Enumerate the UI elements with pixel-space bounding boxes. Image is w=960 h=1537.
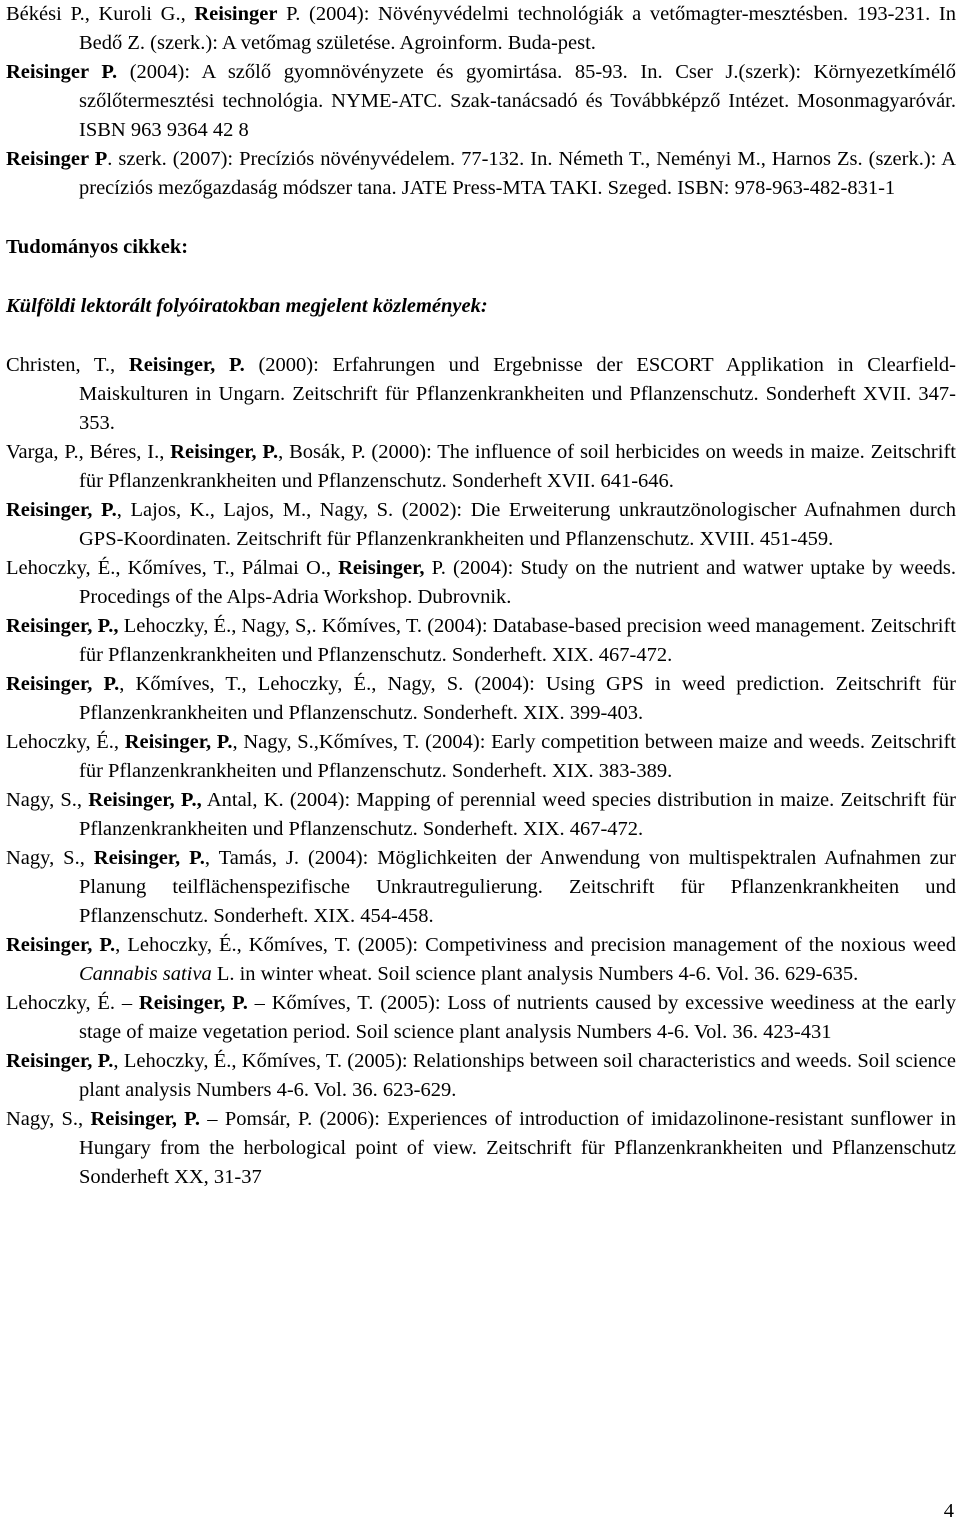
article-entry xyxy=(6,844,956,931)
citation-text-run: L. in winter wheat. Soil science plant analysis Numbers 4-6. Vol. 36. 629-635. xyxy=(211,963,859,985)
citation-text-run: , Lehoczky, É., Kőmíves, T. (2005): Relationships between soil characteristics and weeds. Soil science plant analysis Numbers 4-6. Vol. 36. 623-629. xyxy=(79,1050,956,1101)
citation-text-run: Christen, T., xyxy=(6,354,129,376)
book-chapter-entry xyxy=(6,145,956,203)
citation-text-run: Nagy, S., xyxy=(6,789,89,811)
citation-text-run: Reisinger, P. xyxy=(6,1050,114,1072)
citation-text-run: (2004): A szőlő gyomnövényzete és gyomirtása. 85-93. In. Cser J.(szerk): Környezetkímélő szőlőtermesztési technológia. NYME-ATC. Szak-tanácsadó és Továbbképző Intézet. Mosonmagyaróvár. ISBN 963 9364 42 8 xyxy=(79,61,956,141)
citation-text-run: Reisinger P xyxy=(6,148,108,170)
article-list xyxy=(6,351,956,1192)
citation-text-run: Reisinger, P. xyxy=(93,847,205,869)
article-entry xyxy=(6,670,956,728)
citation-text-run: Nagy, S., xyxy=(6,1108,91,1130)
citation-text-run: Békési P., Kuroli G., xyxy=(6,3,195,25)
citation-text-run: – Kőmíves, T. (2005): Loss of nutrients caused by excessive weediness at the early stage of maize vegetation period. Soil science plant analysis Numbers 4-6. Vol. 36. 423-431 xyxy=(79,992,956,1043)
citation-text-run: Nagy, S., xyxy=(6,847,94,869)
citation-text-run: Reisinger, P., xyxy=(6,615,119,637)
citation-text-run: Reisinger, P., xyxy=(88,789,202,811)
citation-text-run: Reisinger P. xyxy=(6,61,118,83)
article-entry xyxy=(6,496,956,554)
section-heading: Tudományos cikkek: xyxy=(6,236,189,258)
citation-text-run: Reisinger, P. xyxy=(124,731,233,753)
citation-text-run: Reisinger, xyxy=(338,557,425,579)
citation-text-run: P. (2004): Növényvédelmi technológiák a vetőmagter-mesztésben. 193-231. In Bedő Z. (szerk.): A vetőmag születése. Agroinform. Buda-pest. xyxy=(79,3,956,54)
citation-text-run: Varga, P., Béres, I., xyxy=(6,441,171,463)
citation-text-run: , Lehoczky, É., Kőmíves, T. (2005): Competiviness and precision management of the noxious weed xyxy=(115,934,956,956)
article-entry xyxy=(6,1105,956,1192)
document-page xyxy=(6,0,956,1192)
article-entry xyxy=(6,438,956,496)
citation-text-run: Lehoczky, É., Nagy, S,. Kőmíves, T. (2004): Database-based precision weed management. Zeitschrift für Pflanzenkrankheiten und Pflanzenschutz. Sonderheft. XIX. 467-472. xyxy=(79,615,956,666)
citation-text-run: , Lajos, K., Lajos, M., Nagy, S. (2002): Die Erweiterung unkrautzönologischer Aufnahmen durch GPS-Koordinaten. Zeitschrift für Pflanzenkrankheiten und Pflanzenschutz. XVIII. 451-459. xyxy=(79,499,956,550)
citation-text-run: Reisinger, P. xyxy=(170,441,279,463)
citation-text-run: Reisinger, P. xyxy=(6,673,120,695)
book-chapter-entry xyxy=(6,58,956,145)
article-entry xyxy=(6,554,956,612)
citation-text-run: , Kőmíves, T., Lehoczky, É., Nagy, S. (2004): Using GPS in weed prediction. Zeitschrift für Pflanzenkrankheiten und Pflanzenschutz. Sonderheft. XIX. 399-403. xyxy=(79,673,956,724)
citation-text-run: Reisinger, P. xyxy=(6,499,117,521)
article-entry xyxy=(6,612,956,670)
citation-text-run: Reisinger, P. xyxy=(90,1108,200,1130)
citation-text-run: , Tamás, J. (2004): Möglichkeiten der Anwendung von multispektralen Aufnahmen zur Planung teilflächenspezifische Unkrautregulierung. Zeitschrift für Pflanzenkrankheiten und Pflanzenschutz. Sonderheft. XIX. 454-458. xyxy=(79,847,956,927)
citation-text-run: Cannabis sativa xyxy=(79,963,212,985)
citation-text-run: Reisinger, P. xyxy=(6,934,116,956)
citation-text-run: , Nagy, S.,Kőmíves, T. (2004): Early competition between maize and weeds. Zeitschrift für Pflanzenkrankheiten und Pflanzenschutz. Sonderheft. XIX. 383-389. xyxy=(79,731,957,782)
article-entry xyxy=(6,728,956,786)
citation-text-run: Lehoczky, É., xyxy=(6,731,125,753)
subsection-heading: Külföldi lektorált folyóiratokban megjelent közlemények: xyxy=(6,295,488,317)
citation-text-run: Reisinger, P. xyxy=(128,354,245,376)
citation-text-run: Reisinger xyxy=(194,3,278,25)
citation-text-run: , Bosák, P. (2000): The influence of soil herbicides on weeds in maize. Zeitschrift für Pflanzenkrankheiten und Pflanzenschutz. Sonderheft XVII. 641-646. xyxy=(79,441,956,492)
citation-text-run: Antal, K. (2004): Mapping of perennial weed species distribution in maize. Zeitschrift für Pflanzenkrankheiten und Pflanzenschutz. Sonderheft. XIX. 467-472. xyxy=(79,789,956,840)
page-number: 4 xyxy=(943,1500,954,1522)
article-entry xyxy=(6,931,956,989)
article-entry xyxy=(6,1047,956,1105)
book-chapter-list xyxy=(6,0,956,203)
citation-text-run: Lehoczky, É., Kőmíves, T., Pálmai O., xyxy=(6,557,339,579)
article-entry xyxy=(6,351,956,438)
citation-text-run: Lehoczky, É. – xyxy=(6,992,139,1014)
citation-text-run: Reisinger, P. xyxy=(138,992,248,1014)
book-chapter-entry xyxy=(6,0,956,58)
article-entry xyxy=(6,989,956,1047)
article-entry xyxy=(6,786,956,844)
citation-text-run: P. (2004): Study on the nutrient and watwer uptake by weeds. Procedings of the Alps-Adria Workshop. Dubrovnik. xyxy=(79,557,956,608)
citation-text-run: – Pomsár, P. (2006): Experiences of introduction of imidazolinone-resistant sunflower in Hungary from the herbological point of view. Zeitschrift für Pflanzenkrankheiten und Pflanzenschutz Sonderheft XX, 31-37 xyxy=(79,1108,956,1188)
citation-text-run: . szerk. (2007): Precíziós növényvédelem. 77-132. In. Németh T., Neményi M., Harnos Zs. (szerk.): A precíziós mezőgazdaság módszer tana. JATE Press-MTA TAKI. Szeged. ISBN: 978-963-482-831-1 xyxy=(79,148,956,199)
citation-text-run: (2000): Erfahrungen und Ergebnisse der ESCORT Applikation in Clearfield-Maiskulturen in Ungarn. Zeitschrift für Pflanzenkrankheiten und Pflanzenschutz. Sonderheft XVII. 347-353. xyxy=(79,354,956,434)
